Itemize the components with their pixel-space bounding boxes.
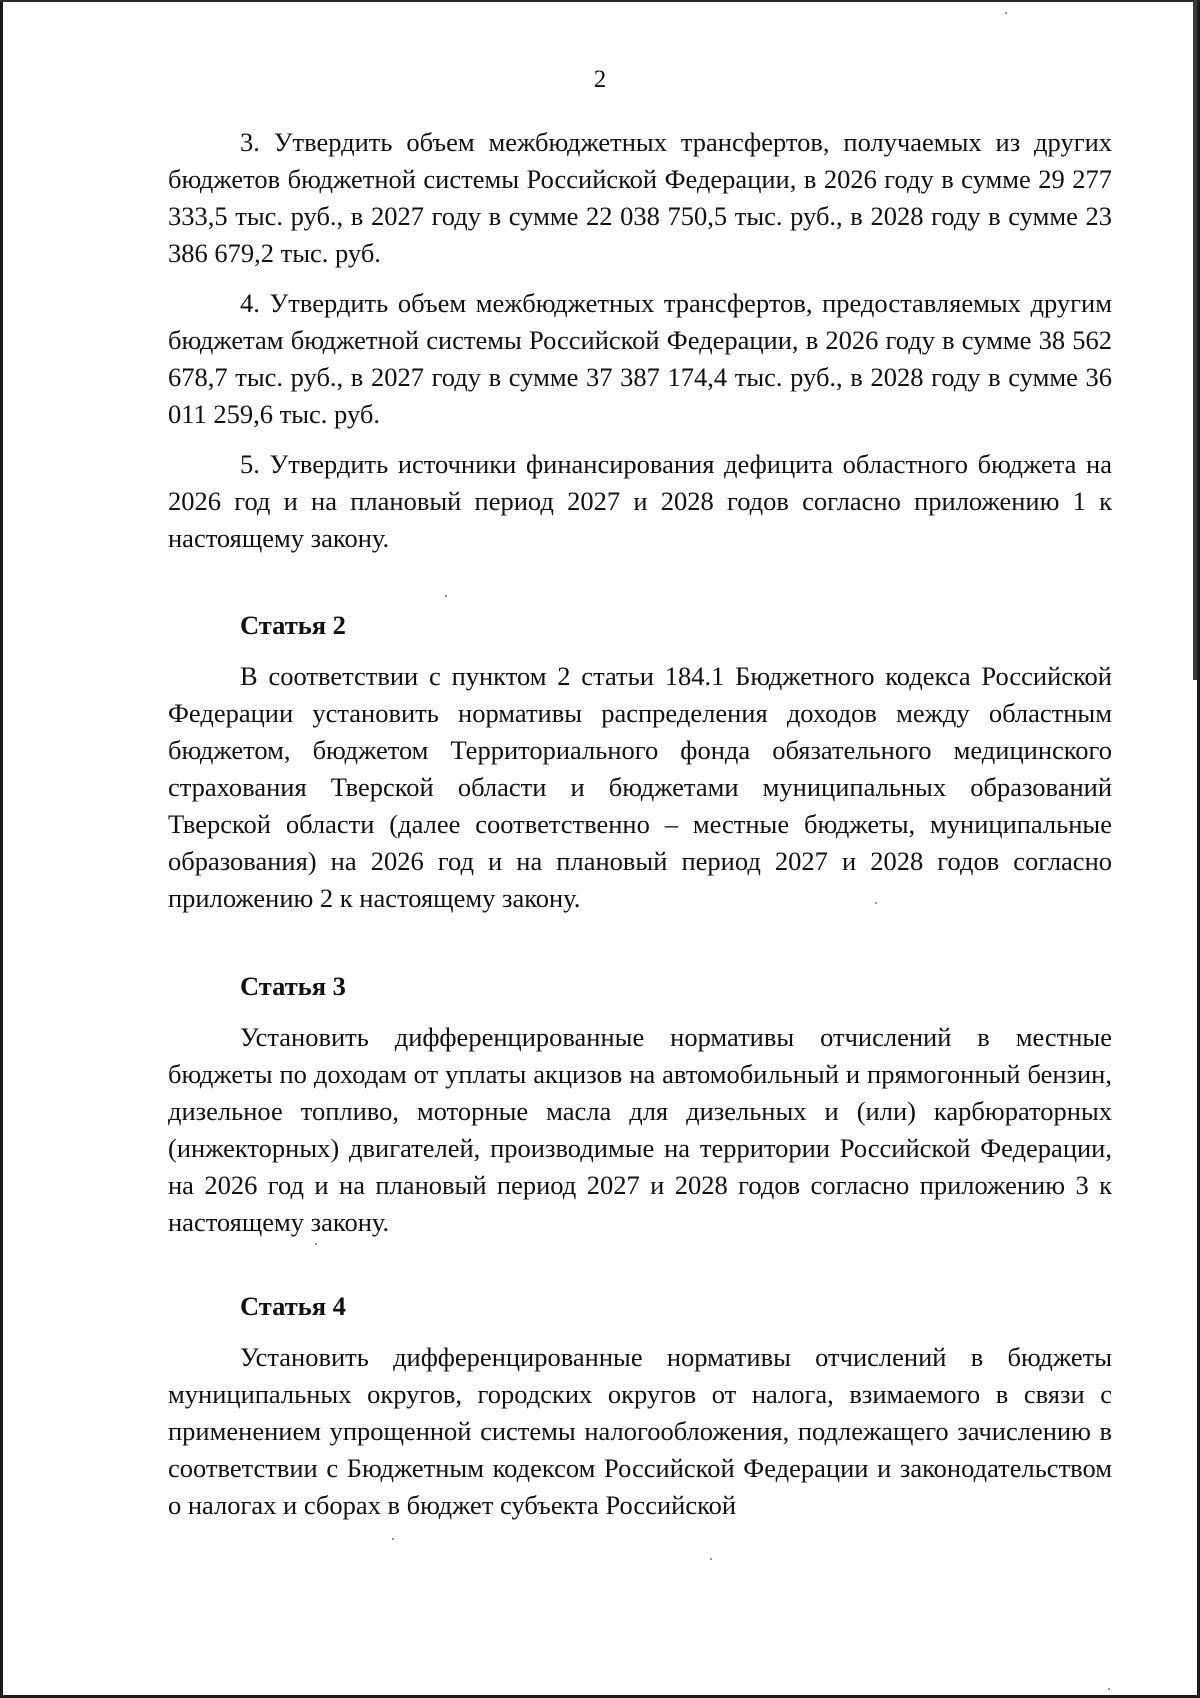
article-3 <box>168 1019 1112 1241</box>
article-2 <box>168 658 1112 917</box>
article-4-text: Установить дифференцированные нормативы отчислений в бюджеты муниципальных округов, городских округов от налога, взимаемого в связи с применением упрощенной системы налогообложения, подлежащего зачислению в соответствии с Бюджетным кодексом Российской Федерации и законодательством о налогах и сборах в бюджет субъекта Российской <box>168 1342 1112 1520</box>
scan-speck <box>710 1558 712 1560</box>
page-number: 2 <box>593 66 607 93</box>
scan-speck <box>392 1538 394 1540</box>
scan-edge-left <box>0 0 3 1698</box>
clause-4 <box>168 285 1112 433</box>
scan-speck <box>1108 1688 1110 1690</box>
article-4-heading: Статья 4 <box>240 1291 346 1321</box>
article-2-text: В соответствии с пунктом 2 статьи 184.1 Бюджетного кодекса Российской Федерации установить нормативы распределения доходов между областным бюджетом, бюджетом Территориального фонда обязательного медицинского страхования Тверской области и бюджетами муниципальных образований Тверской области (далее соответственно – местные бюджеты, муниципальные образования) на 2026 год и на плановый период 2027 и 2028 годов согласно приложению 2 к настоящему закону. <box>168 661 1112 913</box>
scan-edge-top <box>0 0 1200 2</box>
clause-3-text: 3. Утвердить объем межбюджетных трансфертов, получаемых из других бюджетов бюджетной системы Российской Федерации, в 2026 году в сумме 29 277 333,5 тыс. руб., в 2027 году в сумме 22 038 750,5 тыс. руб., в 2028 году в сумме 23 386 679,2 тыс. руб. <box>168 127 1112 268</box>
clause-5 <box>168 446 1112 557</box>
scan-speck <box>315 1243 317 1245</box>
scan-speck <box>1005 12 1007 14</box>
clause-5-text: 5. Утвердить источники финансирования дефицита областного бюджета на 2026 год и на плановый период 2027 и 2028 годов согласно приложению 1 к настоящему закону. <box>168 449 1112 553</box>
scan-smudge <box>1193 0 1197 680</box>
article-2-heading: Статья 2 <box>240 610 346 640</box>
scan-speck <box>445 595 447 597</box>
article-3-text: Установить дифференцированные нормативы отчислений в местные бюджеты по доходам от уплаты акцизов на автомобильный и прямогонный бензин, дизельное топливо, моторные масла для дизельных и (или) карбюраторных (инжекторных) двигателей, производимые на территории Российской Федерации, на 2026 год и на плановый период 2027 и 2028 годов согласно приложению 3 к настоящему закону. <box>168 1022 1112 1237</box>
clause-3 <box>168 124 1112 272</box>
article-3-heading: Статья 3 <box>240 971 346 1001</box>
article-4 <box>168 1339 1112 1524</box>
clause-4-text: 4. Утвердить объем межбюджетных трансфертов, предоставляемых другим бюджетам бюджетной системы Российской Федерации, в 2026 году в сумме 38 562 678,7 тыс. руб., в 2027 году в сумме 37 387 174,4 тыс. руб., в 2028 году в сумме 36 011 259,6 тыс. руб. <box>168 288 1112 429</box>
